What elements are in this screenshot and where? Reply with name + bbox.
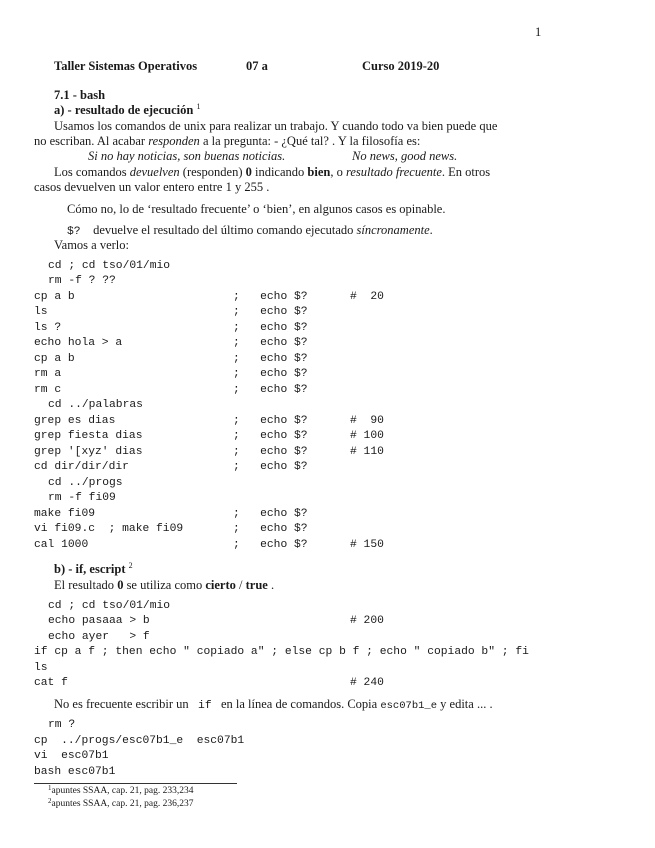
code-line: rm -f ? ?? — [48, 275, 116, 287]
code-command: cp a b — [34, 353, 75, 365]
page-number: 1 — [535, 25, 542, 39]
paragraph-3: Cómo no, lo de ‘resultado frecuente’ o ‘bien’, en algunos casos es opinable. — [67, 202, 446, 216]
course-title: Taller Sistemas Operativos — [54, 59, 198, 73]
status-variable: $? — [67, 226, 81, 238]
code-line: rm ? — [48, 719, 76, 731]
code-command: grep '[xyz' dias — [34, 446, 143, 458]
code-line: echo pasaaa > b — [48, 615, 150, 627]
code-line: rm -f fi09 — [48, 492, 116, 504]
code-echo: ; echo $? — [233, 306, 308, 318]
paragraph-2-line-1: Los comandos devuelven (responden) 0 indicando bien, o resultado frecuente. En otros — [54, 165, 491, 179]
code-echo: ; echo $? — [233, 353, 308, 365]
section-title: 7.1 - bash — [54, 88, 106, 102]
code-echo: ; echo $? — [233, 461, 308, 473]
code-line: echo ayer > f — [48, 631, 150, 643]
paragraph-2-line-2: casos devuelven un valor entero entre 1 y 255 . — [34, 180, 270, 194]
footnote-1: $^1$apuntes SSAA, cap. 21, pag. 233,234 — [48, 784, 194, 796]
code-command: ls ? — [34, 322, 62, 334]
code-command: ls — [34, 306, 48, 318]
code-echo: ; echo $? — [233, 291, 308, 303]
code-line: if cp a f ; then echo " copiado a" ; else cp b f ; echo " copiado b" ; fi — [34, 646, 529, 658]
code-comment: # 100 — [350, 430, 384, 442]
paragraph-7: No es frecuente escribir un if en la línea de comandos. Copia esc07b1_e y edita ... . — [54, 697, 493, 712]
code-echo: ; echo $? — [233, 415, 308, 427]
code-echo: ; echo $? — [233, 523, 308, 535]
code-line: vi esc07b1 — [34, 750, 109, 762]
code-line: cd ; cd tso/01/mio — [48, 260, 171, 272]
code-comment: # 20 — [350, 291, 384, 303]
subsection-b-title: b) - if, escript $^2$ — [54, 561, 133, 576]
code-command: grep es dias — [34, 415, 116, 427]
code-command: echo hola > a — [34, 337, 123, 349]
course-year: Curso 2019-20 — [362, 59, 440, 73]
paragraph-1-line-1: Usamos los comandos de unix para realizar un trabajo. Y cuando todo va bien puede que — [54, 119, 498, 133]
subsection-a-title: a) - resultado de ejecución $^1$ — [54, 102, 201, 117]
code-command: cd dir/dir/dir — [34, 461, 129, 473]
code-echo: ; echo $? — [233, 508, 308, 520]
code-command: cal 1000 — [34, 539, 89, 551]
code-line: cd ../progs — [48, 477, 123, 489]
code-command: vi fi09.c ; make fi09 — [34, 523, 184, 535]
code-line: bash esc07b1 — [34, 766, 116, 778]
code-line: cd ../palabras — [48, 399, 143, 411]
quote-english: No news, good news. — [352, 149, 458, 163]
footnote-ref-2: 2 — [128, 561, 133, 570]
code-echo: ; echo $? — [233, 322, 308, 334]
code-command: grep fiesta dias — [34, 430, 143, 442]
paragraph-4: $? devuelve el resultado del último comando ejecutado síncronamente. — [67, 223, 433, 238]
code-comment: # 110 — [350, 446, 384, 458]
code-echo: ; echo $? — [233, 384, 308, 396]
footnote-2: $^2$apuntes SSAA, cap. 21, pag. 236,237 — [48, 797, 194, 809]
code-comment: # 200 — [350, 615, 384, 627]
quote-spanish: Si no hay noticias, son buenas noticias. — [88, 149, 286, 163]
code-echo: ; echo $? — [233, 446, 308, 458]
code-line: cat f — [34, 677, 68, 689]
code-comment: # 240 — [350, 677, 384, 689]
code-comment: # 150 — [350, 539, 384, 551]
session-label: 07 a — [246, 59, 268, 73]
code-line: ls — [34, 662, 48, 674]
code-echo: ; echo $? — [233, 539, 308, 551]
code-echo: ; echo $? — [233, 430, 308, 442]
code-command: make fi09 — [34, 508, 96, 520]
code-command: cp a b — [34, 291, 75, 303]
paragraph-1-line-2: no escriban. Al acabar responden a la pregunta: - ¿Qué tal? . Y la filosofía es: — [34, 134, 421, 148]
paragraph-5: Vamos a verlo: — [54, 238, 129, 252]
code-line: cd ; cd tso/01/mio — [48, 600, 171, 612]
footnote-ref-1: 1 — [196, 102, 201, 111]
paragraph-6: El resultado 0 se utiliza como cierto / true . — [54, 578, 275, 592]
code-echo: ; echo $? — [233, 368, 308, 380]
code-line: cp ../progs/esc07b1_e esc07b1 — [34, 735, 245, 747]
code-comment: # 90 — [350, 415, 384, 427]
code-command: rm a — [34, 368, 62, 380]
footnote-rule — [34, 783, 237, 784]
code-echo: ; echo $? — [233, 337, 308, 349]
code-command: rm c — [34, 384, 62, 396]
